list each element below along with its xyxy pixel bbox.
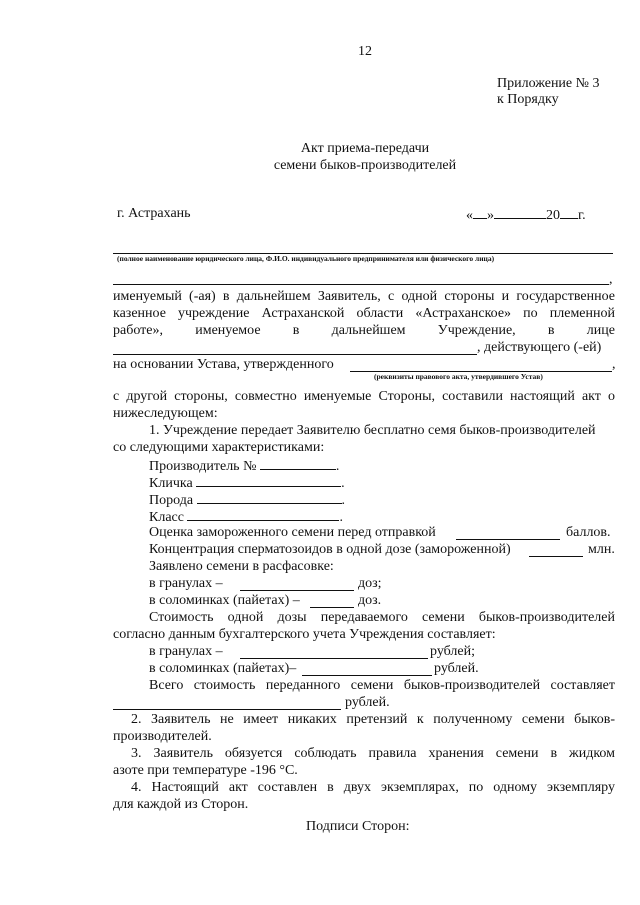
- intro-line-5-start: на основании Устава, утвержденного: [113, 357, 334, 372]
- word: лице: [586, 323, 615, 338]
- date-line: [466, 206, 586, 224]
- date-open-quote: «: [466, 208, 473, 223]
- day-blank: [473, 206, 487, 219]
- total-rub-label: рублей.: [345, 695, 390, 710]
- party-name-line-2: [113, 284, 609, 285]
- word: в: [292, 323, 300, 338]
- mln-label: млн.: [588, 542, 615, 557]
- assessment-label: Оценка замороженного семени перед отправкой: [149, 525, 436, 540]
- period: .: [335, 459, 340, 474]
- item4-line-1: 4. Настоящий акт составлен в двух экземплярах, по одному экземпляру: [131, 780, 615, 795]
- producer-label: Производитель №: [149, 459, 257, 474]
- item1-line-1: 1. Учреждение передает Заявителю бесплатно семя быков-производителей: [149, 423, 596, 438]
- item3-line-2: азоте при температуре -196 °С.: [113, 763, 298, 778]
- packaging-label: Заявлено семени в расфасовке:: [149, 559, 334, 574]
- straws-rub-blank: [302, 675, 432, 676]
- signatures-heading: Подписи Сторон:: [306, 819, 410, 834]
- ustav-caption: (реквизиты правового акта, утвердившего Устав): [374, 372, 543, 381]
- date-year-suffix: г.: [578, 208, 586, 223]
- word: именуемое: [195, 323, 261, 338]
- nickname-row: [149, 474, 345, 492]
- class-label: Класс: [149, 510, 184, 525]
- comma-2: ,: [612, 357, 616, 372]
- period: .: [339, 510, 343, 525]
- title-line-2: семени быков-производителей: [273, 158, 457, 173]
- word: Учреждение,: [437, 323, 516, 338]
- word: дальнейшем: [331, 323, 406, 338]
- cost-line-1: Стоимость одной дозы передаваемого семени быков-производителей: [149, 610, 615, 625]
- appendix-line-2: к Порядку: [497, 92, 559, 107]
- comma-1: ,: [609, 272, 613, 287]
- word: в: [547, 323, 555, 338]
- intro-line-2: казенное учреждение Астраханской области «Астраханское» по племенной: [113, 306, 615, 321]
- granules-doses-blank: [240, 590, 354, 591]
- nickname-label: Кличка: [149, 476, 193, 491]
- year-blank: [560, 206, 578, 219]
- page-number: 12: [358, 44, 372, 59]
- item2-line-2: производителей.: [113, 729, 212, 744]
- breed-blank: [197, 491, 342, 504]
- breed-row: [149, 491, 345, 509]
- doz-semicolon: доз;: [358, 576, 382, 591]
- granules-doses-label: в гранулах –: [149, 576, 223, 591]
- rub-semicolon: рублей;: [430, 644, 475, 659]
- concentration-label: Концентрация сперматозоидов в одной дозе (замороженной): [149, 542, 511, 557]
- item2-line-1: 2. Заявитель не имеет никаких претензий к полученному семени быков-: [131, 712, 615, 727]
- city: г. Астрахань: [117, 206, 191, 221]
- nickname-blank: [196, 474, 341, 487]
- granules-rub-blank: [240, 658, 428, 659]
- doz-period: доз.: [358, 593, 382, 608]
- intro-line-4-end: , действующего (-ей): [477, 340, 602, 355]
- item3-line-1: 3. Заявитель обязуется соблюдать правила хранения семени в жидком: [131, 746, 615, 761]
- class-row: [149, 508, 343, 526]
- straws-rub-label: в соломинках (пайетах)–: [149, 661, 297, 676]
- representative-line: [113, 354, 477, 355]
- intro-line-7: нижеследующем:: [113, 406, 218, 421]
- producer-blank: [260, 457, 336, 470]
- concentration-blank: [529, 556, 583, 557]
- granules-rub-label: в гранулах –: [149, 644, 223, 659]
- rub-period: рублей.: [434, 661, 479, 676]
- straws-doses-label: в соломинках (пайетах) –: [149, 593, 300, 608]
- cost-line-2: согласно данным бухгалтерского учета Учреждения составляет:: [113, 627, 496, 642]
- assessment-blank: [456, 539, 560, 540]
- date-close-quote: »: [487, 208, 494, 223]
- producer-row: [149, 457, 339, 475]
- item1-line-2: со следующими характеристиками:: [113, 440, 325, 455]
- appendix-line-1: Приложение № 3: [497, 76, 600, 91]
- date-century: 20: [546, 208, 560, 223]
- intro-line-3: [113, 323, 615, 339]
- points-label: баллов.: [566, 525, 611, 540]
- period: .: [341, 476, 345, 491]
- intro-line-6: с другой стороны, совместно именуемые Стороны, составили настоящий акт о: [113, 389, 615, 404]
- month-blank: [494, 206, 546, 219]
- party-name-caption: (полное наименование юридического лица, Ф.И.О. индивидуального предпринимателя или физического лица): [117, 254, 495, 263]
- intro-line-1: именуемый (-ая) в дальнейшем Заявитель, с одной стороны и государственное: [113, 289, 615, 304]
- item4-line-2: для каждой из Сторон.: [113, 797, 249, 812]
- total-line-1: Всего стоимость переданного семени быков-производителей составляет: [149, 678, 615, 693]
- breed-label: Порода: [149, 493, 194, 508]
- class-blank: [187, 508, 339, 521]
- total-blank: [113, 709, 341, 710]
- straws-doses-blank: [310, 607, 354, 608]
- period: .: [341, 493, 346, 508]
- word: работе»,: [113, 323, 163, 338]
- title-line-1: Акт приема-передачи: [300, 141, 430, 156]
